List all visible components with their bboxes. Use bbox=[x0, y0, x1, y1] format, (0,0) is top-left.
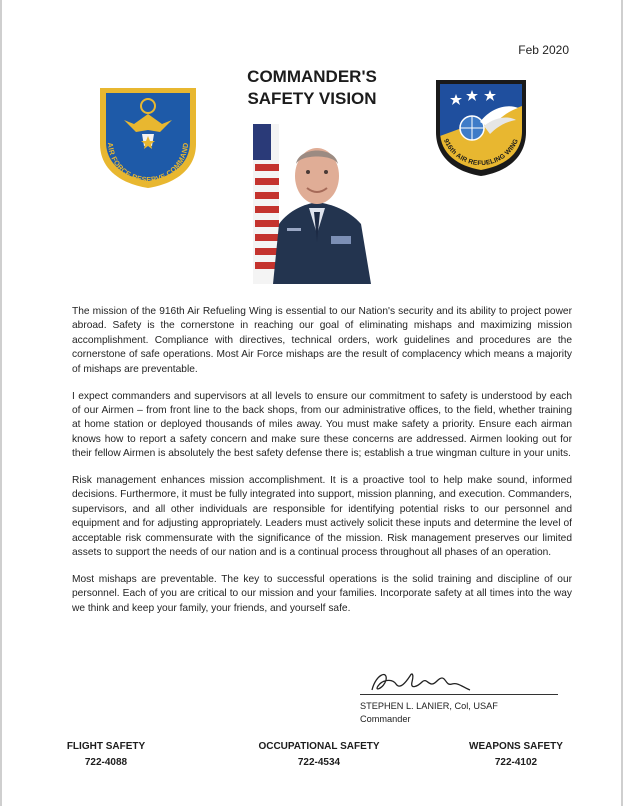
flight-safety-title: FLIGHT SAFETY bbox=[66, 741, 146, 752]
signer-role: Commander bbox=[360, 714, 411, 724]
paragraph-preventable: Most mishaps are preventable. The key to successful operations is the solid training and discipline of our personnel. Each of you are critical to our mission and your families. Incorporate safety at all times into the way we think and keep your family, your friends, and yourself safe. bbox=[72, 574, 572, 614]
paragraph-commitment: I expect commanders and supervisors at all levels to ensure our commitment to safety is understood by each of our Airmen – from front line to the back shops, from our administrative offices, to the field, whether training at home station or deployed thousands of miles away. You must make safety a priority. Ensure each airman knows how to report a safety concern and make sure these concerns are addressed. Airmen looking out for their fellow Airmen is absolutely the best safety defense there is; establish a true wingman culture in your units. bbox=[72, 390, 572, 460]
paragraph-risk-management: Risk management enhances mission accomplishment. It is a proactive tool to help make sound, informed decisions. Furthermore, it must be fully integrated into support, mission planning, and execution. Commanders, supervisors, and all other individuals are responsible for identifying potential risks to our personnel and equipment and for adjusting appropriately. Leaders must actively solicit these inputs and determine the level of acceptable risk commensurate with the significance of the mission. Risk management preserves our limited assets to support the needs of our nation and is a continual process throughout all phases of an operation. bbox=[72, 475, 572, 559]
page-edge-right bbox=[621, 0, 623, 806]
weapons-safety-title: WEAPONS SAFETY bbox=[469, 741, 563, 752]
footer-occupational-safety bbox=[254, 739, 384, 771]
page-edge-left bbox=[0, 0, 2, 806]
flight-safety-phone: 722-4088 bbox=[84, 757, 128, 768]
signature-line bbox=[360, 694, 558, 695]
title-line-2: SAFETY VISION bbox=[247, 89, 377, 108]
handwritten-signature bbox=[366, 664, 476, 698]
title-line-1: COMMANDER'S bbox=[247, 67, 377, 86]
occupational-safety-title: OCCUPATIONAL SAFETY bbox=[258, 741, 380, 752]
svg-text:AIR FORCE RESERVE COMMAND: AIR FORCE RESERVE COMMAND bbox=[105, 142, 191, 185]
document-date: Feb 2020 bbox=[518, 43, 569, 57]
vision-statement bbox=[72, 305, 572, 629]
afrc-emblem-icon bbox=[94, 84, 202, 190]
occupational-safety-phone: 722-4534 bbox=[297, 757, 341, 768]
footer-flight-safety bbox=[58, 739, 154, 771]
svg-text:916th AIR REFUELING WING: 916th AIR REFUELING WING bbox=[442, 137, 521, 168]
commander-portrait bbox=[253, 124, 381, 284]
signer-name: STEPHEN L. LANIER, Col, USAF bbox=[360, 701, 498, 711]
wing-emblem-icon bbox=[432, 76, 530, 178]
paragraph-mission: The mission of the 916th Air Refueling Wing is essential to our Nation's security and its ability to project power abroad. Safety is the cornerstone in reaching our goal of eliminating mishaps and maximizing mission accomplishment. Compliance with directives, technical orders, work guidelines and procedures are the cornerstone of safe operations. Most Air Force mishaps are the result of complacency which means a majority of mishaps are preventable. bbox=[72, 306, 572, 375]
footer-weapons-safety bbox=[464, 739, 568, 771]
weapons-safety-phone: 722-4102 bbox=[494, 757, 538, 768]
